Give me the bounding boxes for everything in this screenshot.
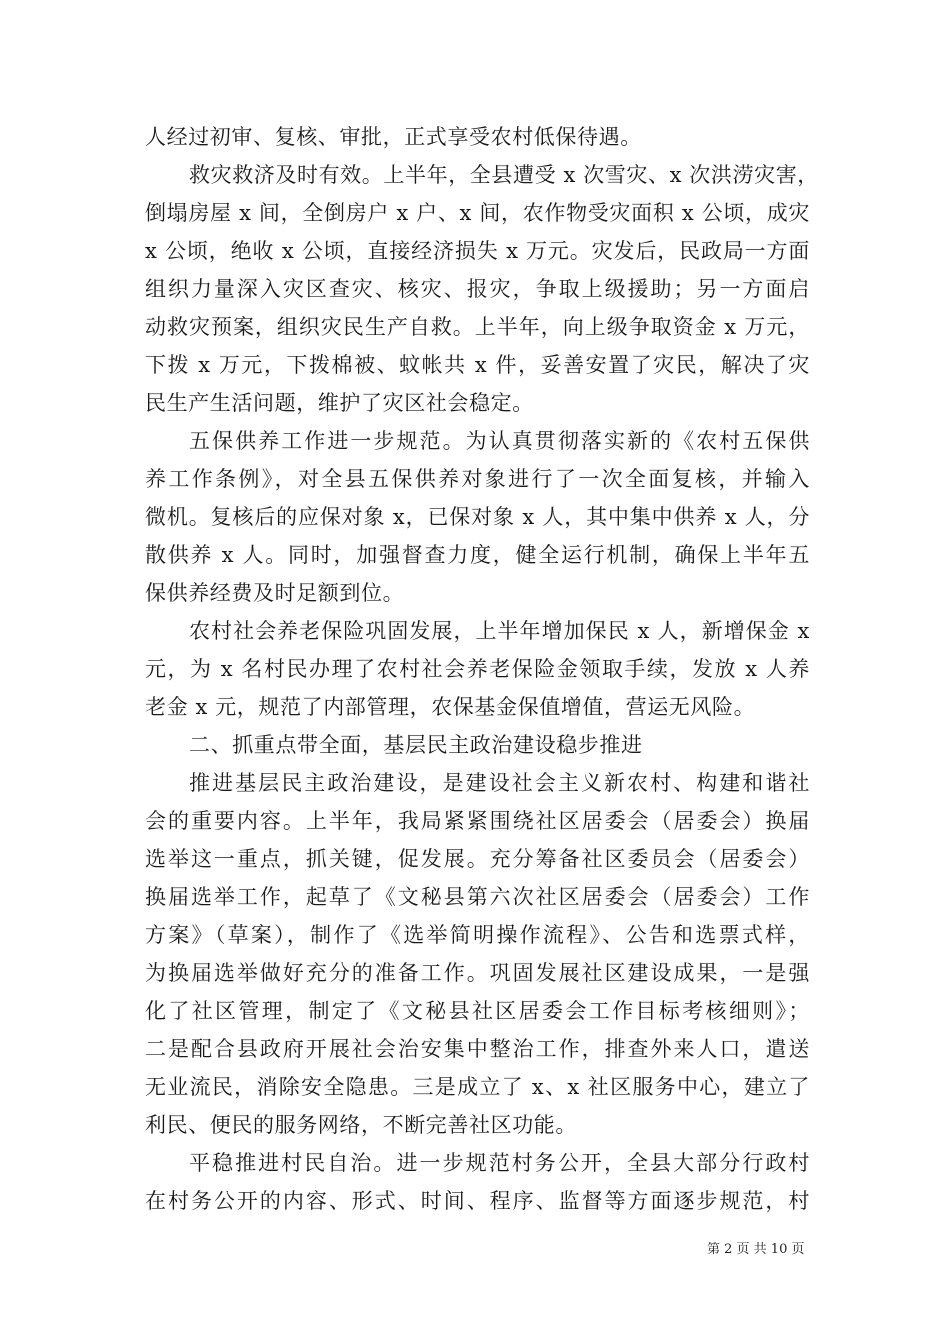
text-line: 动救灾预案，组织灾民生产自救。上半年，向上级争取资金 x 万元， xyxy=(145,315,810,339)
text-line: 保供养经费及时足额到位。 xyxy=(145,581,405,605)
paragraph-five-guarantees: 五保供养工作进一步规范。为认真贯彻落实新的《农村五保供 xyxy=(189,429,810,453)
text-line: 民生产生活问题，维护了灾区社会稳定。 xyxy=(145,391,534,415)
paragraph-rural-pension: 农村社会养老保险巩固发展，上半年增加保民 x 人，新增保金 x xyxy=(189,619,810,643)
paragraph-disaster-relief: 救灾救济及时有效。上半年，全县遭受 x 次雪灾、x 次洪涝灾害， xyxy=(189,163,819,187)
text-line: x 公顷，绝收 x 公顷，直接经济损失 x 万元。灾发后，民政局一方面 xyxy=(145,239,810,263)
paragraph-village-autonomy: 平稳推进村民自治。进一步规范村务公开，全县大部分行政村 xyxy=(189,1151,810,1175)
text-line: 二是配合县政府开展社会治安集中整治工作，排查外来人口，遣送 xyxy=(145,1037,810,1061)
text-line: 化了社区管理，制定了《文秘县社区居委会工作目标考核细则》； xyxy=(145,999,810,1023)
text-line: 元，为 x 名村民办理了农村社会养老保险金领取手续，发放 x 人养 xyxy=(145,657,810,681)
text-line: 选举这一重点，抓关键，促发展。充分筹备社区委员会（居委会） xyxy=(145,847,810,871)
page-number-footer: 第 2 页 共 10 页 xyxy=(707,1242,805,1257)
text-line: 在村务公开的内容、形式、时间、程序、监督等方面逐步规范，村 xyxy=(145,1189,810,1213)
text-line: 人经过初审、复核、审批，正式享受农村低保待遇。 xyxy=(145,125,642,149)
text-line: 散供养 x 人。同时，加强督查力度，健全运行机制，确保上半年五 xyxy=(145,543,810,567)
text-line: 利民、便民的服务网络，不断完善社区功能。 xyxy=(145,1113,577,1137)
text-line: 老金 x 元，规范了内部管理，农保基金保值增值，营运无风险。 xyxy=(145,695,756,719)
text-line: 为换届选举做好充分的准备工作。巩固发展社区建设成果，一是强 xyxy=(145,961,810,985)
text-line: 无业流民，消除安全隐患。三是成立了 x、x 社区服务中心，建立了 xyxy=(145,1075,810,1099)
text-line: 换届选举工作，起草了《文秘县第六次社区居委会（居委会）工作 xyxy=(145,885,810,909)
text-line: 微机。复核后的应保对象 x，已保对象 x 人，其中集中供养 x 人，分 xyxy=(145,505,810,529)
section-heading: 二、抓重点带全面，基层民主政治建设稳步推进 xyxy=(189,733,643,757)
text-line: 下拨 x 万元，下拨棉被、蚊帐共 x 件，妥善安置了灾民，解决了灾 xyxy=(145,353,810,377)
document-body xyxy=(145,118,819,1220)
text-line: 养工作条例》，对全县五保供养对象进行了一次全面复核，并输入 xyxy=(145,467,810,491)
text-line: 会的重要内容。上半年，我局紧紧围绕社区居委会（居委会）换届 xyxy=(145,809,810,833)
text-line: 组织力量深入灾区查灾、核灾、报灾，争取上级援助；另一方面启 xyxy=(145,277,810,301)
paragraph-grassroots-democracy: 推进基层民主政治建设，是建设社会主义新农村、构建和谐社 xyxy=(189,771,810,795)
text-line: 方案》（草案），制作了《选举简明操作流程》、公告和选票式样， xyxy=(145,923,810,947)
text-line: 倒塌房屋 x 间，全倒房户 x 户、x 间，农作物受灾面积 x 公顷，成灾 xyxy=(145,201,810,225)
